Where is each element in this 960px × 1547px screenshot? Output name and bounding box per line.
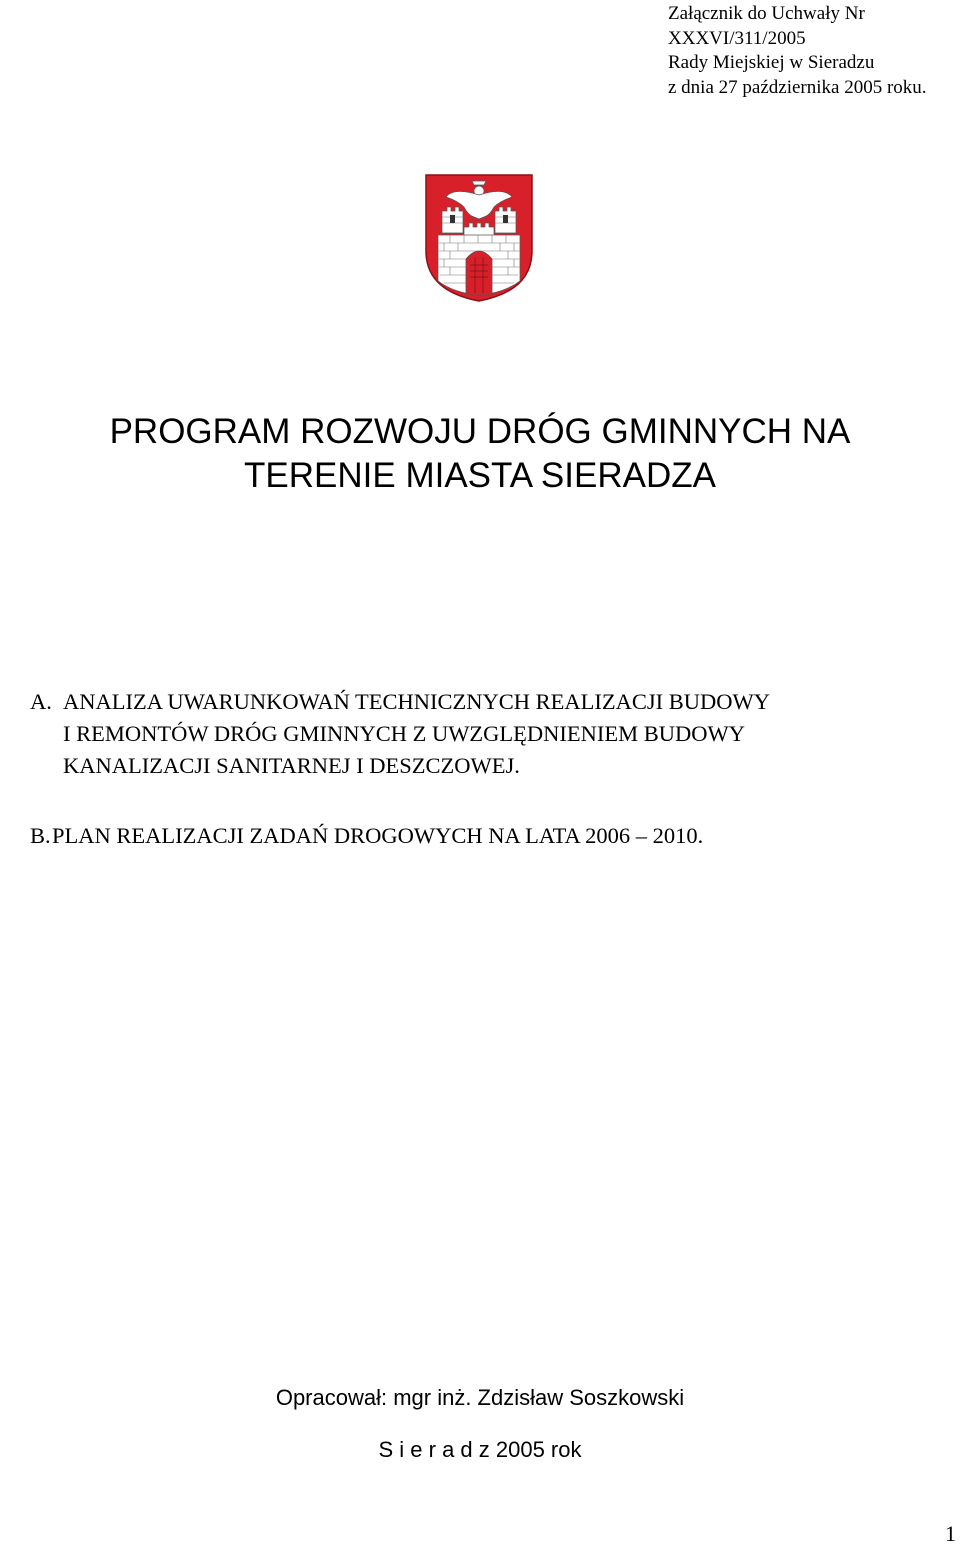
page-number: 1	[945, 1521, 956, 1546]
sieradz-coat-of-arms-icon	[424, 173, 534, 303]
annex-line-3: Rady Miejskiej w Sieradzu	[668, 52, 875, 73]
section-a-line-3: KANALIZACJI SANITARNEJ I DESZCZOWEJ.	[63, 753, 520, 778]
section-b-line-1: PLAN REALIZACJI ZADAŃ DROGOWYCH NA LATA 2006 – 2010.	[52, 823, 704, 848]
section-a-text	[63, 686, 940, 782]
author-line: Opracował: mgr inż. Zdzisław Soszkowski	[275, 1385, 685, 1410]
section-a	[30, 686, 940, 782]
section-b-letter: B.	[30, 823, 51, 848]
place-date-line: S i e r a d z 2005 rok	[378, 1437, 582, 1462]
section-b	[30, 820, 940, 852]
section-a-line-2: I REMONTÓW DRÓG GMINNYCH Z UWZGLĘDNIENIEM BUDOWY	[63, 721, 745, 746]
title-line-2: TERENIE MIASTA SIERADZA	[244, 456, 716, 495]
section-b-text	[52, 820, 940, 852]
document-title	[0, 410, 960, 498]
annex-note	[668, 2, 927, 100]
annex-line-4: z dnia 27 października 2005 roku.	[668, 76, 927, 98]
contents-list	[30, 686, 940, 852]
annex-line-1: Załącznik do Uchwały Nr	[668, 3, 865, 24]
section-a-line-1: ANALIZA UWARUNKOWAŃ TECHNICZNYCH REALIZACJI BUDOWY	[63, 689, 771, 714]
section-a-letter: A.	[30, 689, 52, 714]
title-line-1: PROGRAM ROZWOJU DRÓG GMINNYCH NA	[109, 412, 851, 451]
annex-line-2: XXXVI/311/2005	[668, 27, 806, 49]
